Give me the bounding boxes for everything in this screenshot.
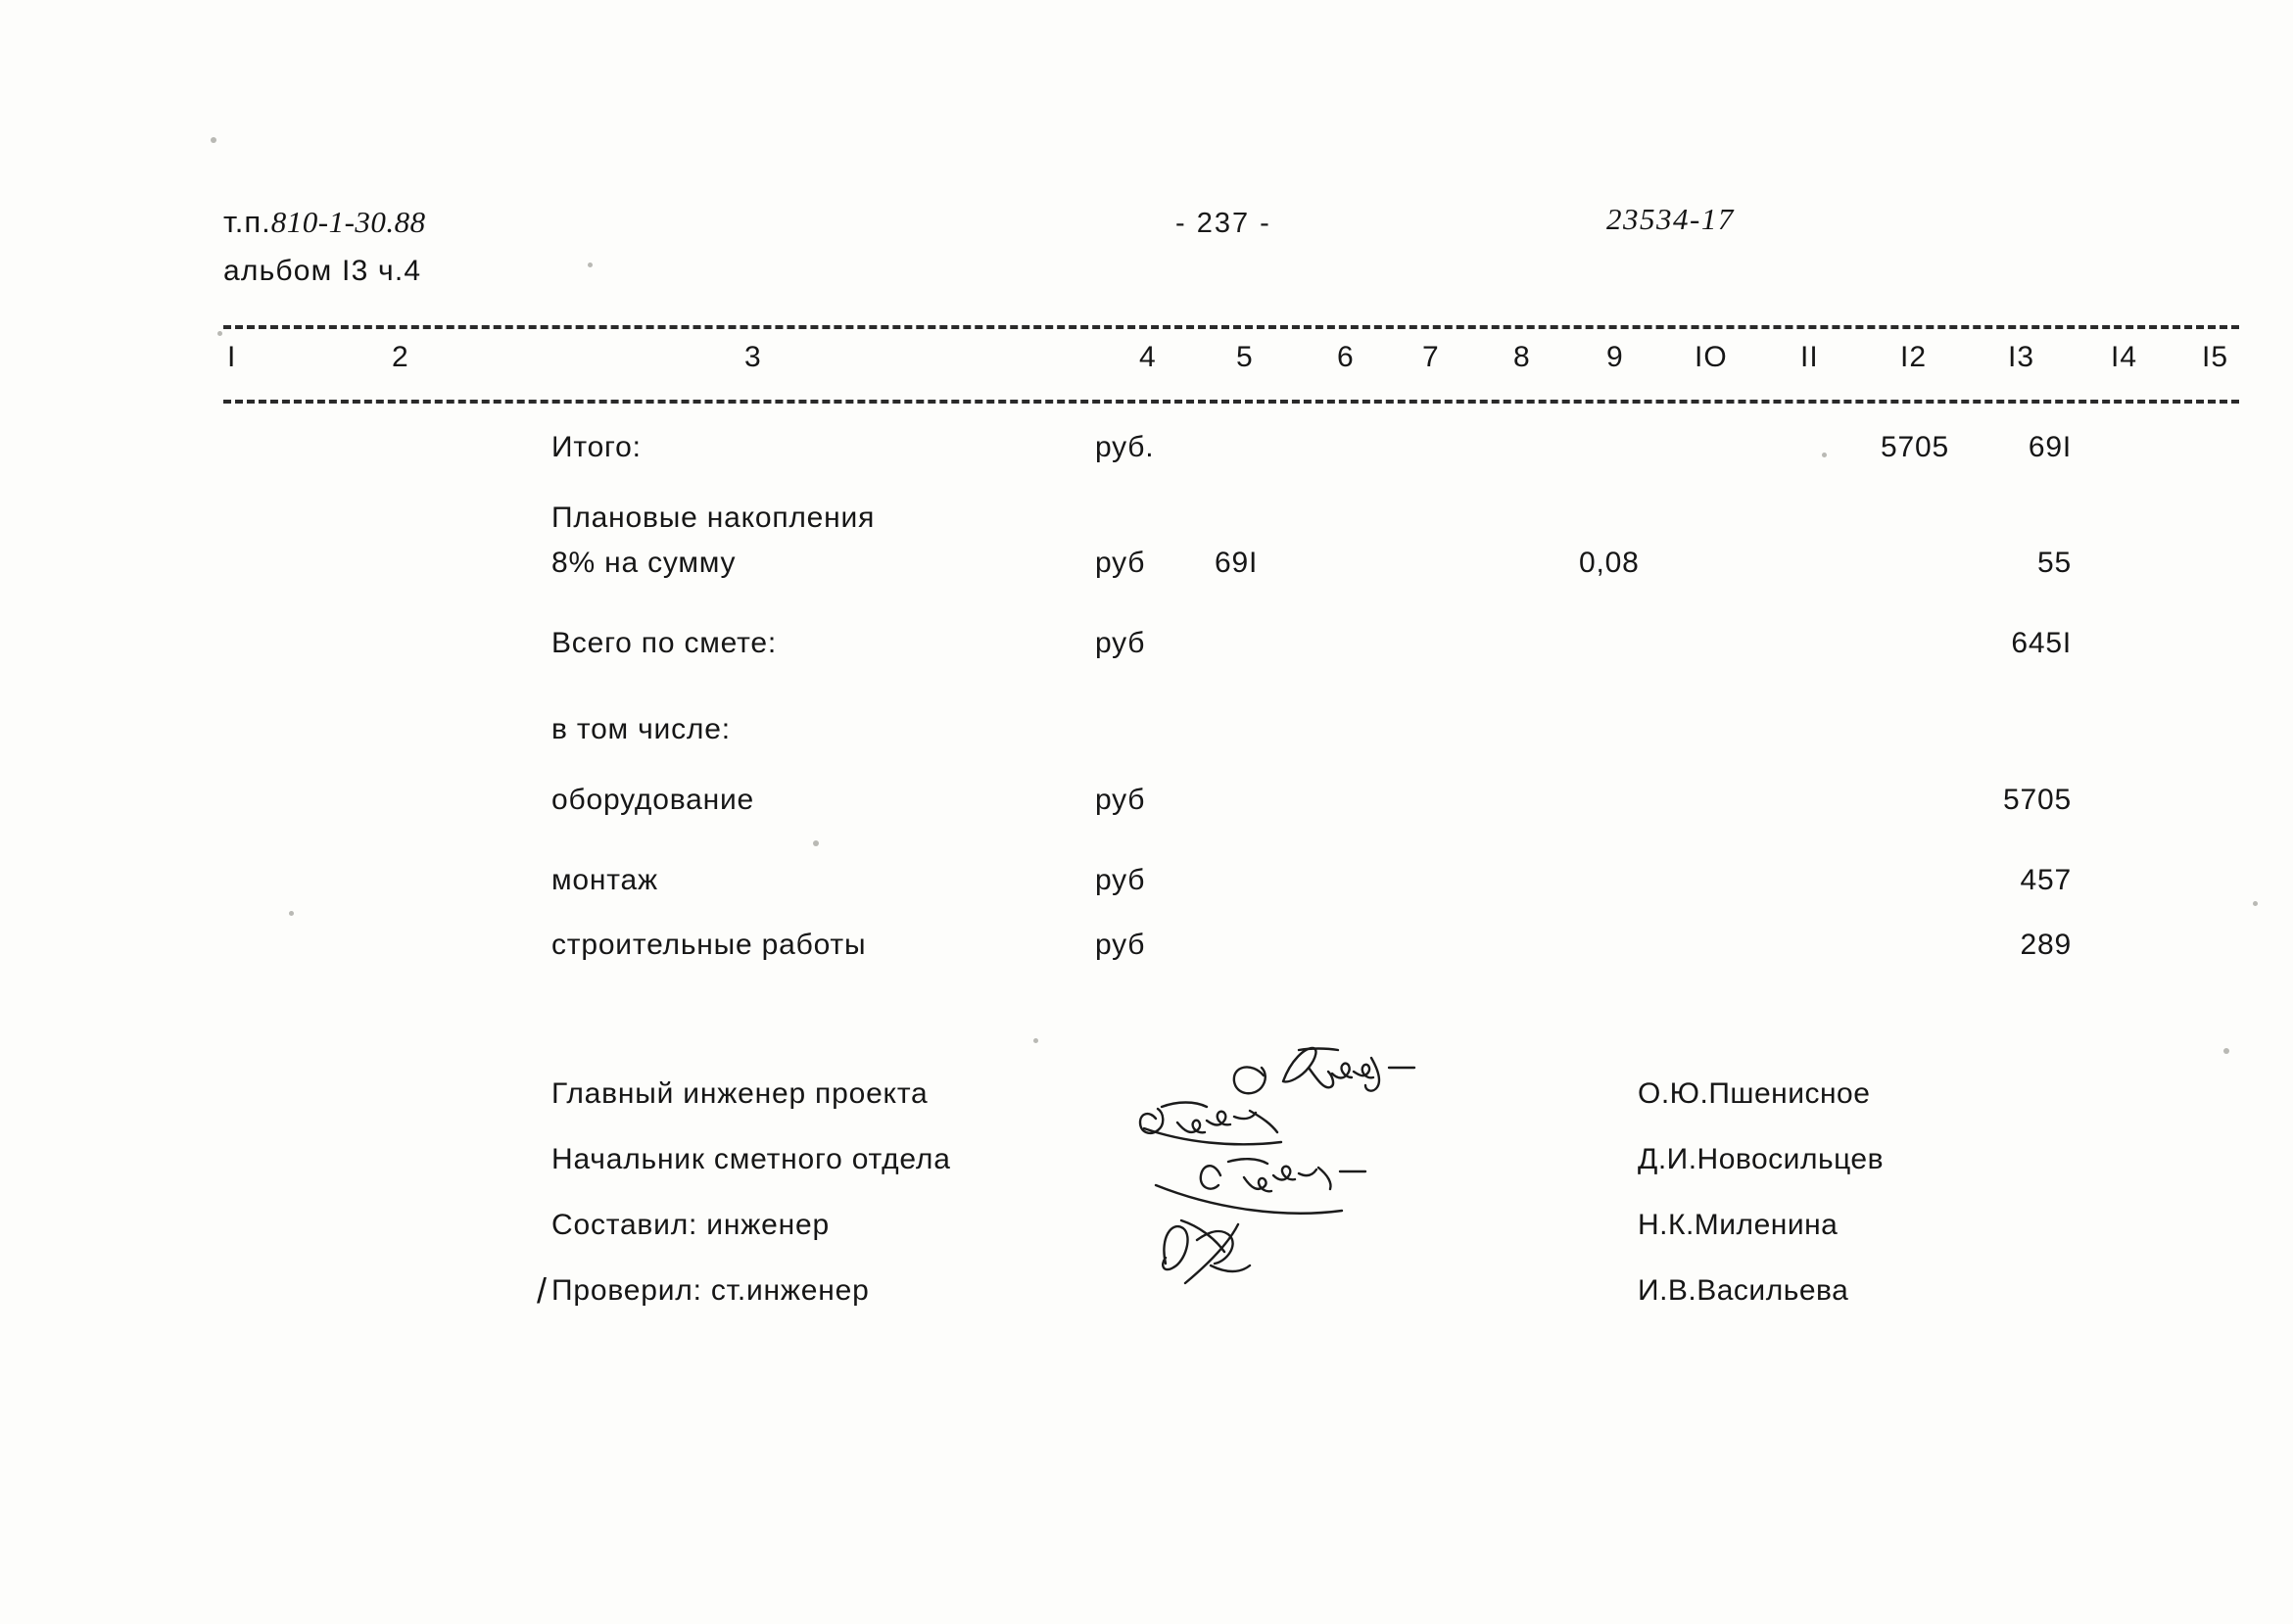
table-bottom-rule [223,400,2239,404]
row-label: монтаж [551,864,658,896]
row-label: оборудование [551,784,754,816]
row-col13: 55 [2037,547,2072,579]
column-number-15: I5 [2202,341,2229,373]
row-label: Всего по смете: [551,627,777,659]
column-number-9: 9 [1606,341,1624,373]
column-number-8: 8 [1513,341,1531,373]
document-header-left [223,201,426,292]
column-number-5: 5 [1236,341,1254,373]
row-col13: 289 [2020,929,2072,961]
column-number-row [0,341,2293,388]
scan-speck [289,911,294,916]
table-row [0,502,2293,627]
signature-block [0,1077,2293,1340]
document-code: 23534-17 [1606,202,1735,236]
row-unit: руб [1095,929,1146,961]
row-col13: 645I [2011,627,2072,659]
row-col12: 5705 [1881,431,1949,463]
scan-speck [813,840,819,846]
column-number-12: I2 [1900,341,1928,373]
signature-slash-mark: / [537,1270,548,1311]
row-col5: 69I [1215,547,1259,579]
column-number-11: II [1800,341,1819,373]
signature-name: Д.И.Новосильцев [1638,1143,1885,1175]
project-type-line [223,201,426,245]
signature-row [0,1143,2293,1209]
column-number-1: I [227,341,237,373]
table-row [0,627,2293,713]
album-line: альбом I3 ч.4 [223,254,422,287]
signature-name: И.В.Васильева [1638,1274,1849,1307]
scan-speck [211,137,216,143]
signature-name: Н.К.Миленина [1638,1209,1839,1241]
column-number-13: I3 [2008,341,2035,373]
signature-title: Начальник сметного отдела [551,1143,951,1175]
row-col13: 457 [2020,864,2072,896]
signature-title: Главный инженер проекта [551,1077,929,1110]
table-row [0,864,2293,929]
signature-name: О.Ю.Пшенисное [1638,1077,1871,1110]
table-top-rule [223,325,2239,329]
row-label: Итого: [551,431,642,463]
signature-title: Проверил: ст.инженер [551,1274,870,1307]
scan-speck [217,331,222,336]
scan-speck [588,263,593,267]
row-unit: руб [1095,627,1146,659]
table-row [0,929,2293,993]
row-label: строительные работы [551,929,867,961]
table-row [0,713,2293,784]
row-unit: руб [1095,864,1146,896]
row-col13: 5705 [2003,784,2072,816]
row-unit: руб. [1095,431,1155,463]
row-label: Плановые накопления [551,502,876,534]
row-unit: руб [1095,784,1146,816]
project-type-code: 810-1-30.88 [270,205,426,239]
signature-row [0,1209,2293,1274]
column-number-14: I4 [2111,341,2138,373]
column-number-10: IO [1695,341,1728,373]
column-number-6: 6 [1337,341,1355,373]
column-number-3: 3 [744,341,762,373]
row-col13: 69I [2028,431,2072,463]
row-label: в том числе: [551,713,731,745]
column-number-4: 4 [1139,341,1157,373]
scan-speck [2223,1048,2229,1054]
page-number: - 237 - [1175,208,1271,239]
table-row [0,784,2293,864]
column-number-2: 2 [392,341,409,373]
estimate-table [0,431,2293,993]
table-row [0,431,2293,519]
project-type-prefix: т.п. [223,205,271,239]
row-unit: руб [1095,547,1146,579]
column-number-7: 7 [1422,341,1440,373]
row-col9: 0,08 [1579,547,1640,579]
signature-row [0,1270,2293,1340]
row-sublabel: 8% на сумму [551,547,737,579]
scan-speck [2253,901,2258,906]
scan-speck [1822,453,1827,457]
signature-row [0,1077,2293,1143]
signature-title: Составил: инженер [551,1209,830,1241]
scan-speck [1033,1038,1038,1043]
